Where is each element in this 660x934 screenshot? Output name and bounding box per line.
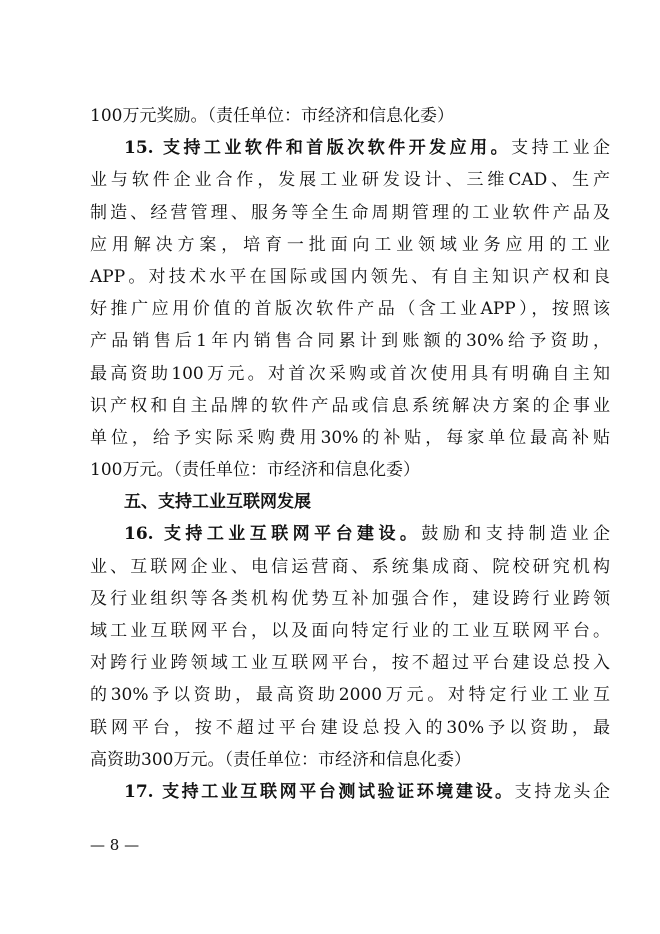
text-line: 100万元。（责任单位：市经济和信息化委） [90,460,420,481]
section-item-title: 17. 支持工业互联网平台测试验证环境建设。 [124,781,515,802]
text-line [90,776,610,808]
section-item-text: 支持龙头企 [514,781,611,802]
text-line: 高资助300万元。（责任单位：市经济和信息化委） [90,749,471,770]
text-line: 应用解决方案，培育一批面向工业领域业务应用的工业 [90,234,610,255]
section-item-title: 15. 支持工业软件和首版次软件开发应用。 [124,138,512,159]
text-line: 好推广应用价值的首版次软件产品（含工业APP），按照该 [90,299,610,320]
text-line: 及行业组织等各类机构优势互补加强合作，建设跨行业跨领 [90,588,610,609]
section-item-title: 16. 支持工业互联网平台建设。 [124,524,422,545]
page-number: — 8 — [90,836,140,854]
text-line [90,132,610,164]
text-line: 业、互联网企业、电信运营商、系统集成商、院校研究机构 [90,556,610,577]
text-line: 五、支持工业互联网发展 [124,492,311,513]
document-body [90,100,610,808]
text-line: 产品销售后1年内销售合同累计到账额的30%给予资助， [90,331,610,352]
text-line: 联网平台，按不超过平台建设总投入的30%予以资助，最 [90,717,610,738]
text-line: 100万元奖励。（责任单位：市经济和信息化委） [90,106,454,126]
text-line: 最高资助100万元。对首次采购或首次使用具有明确自主知 [90,363,610,384]
text-line: 制造、经营管理、服务等全生命周期管理的工业软件产品及 [90,202,610,223]
text-line [90,518,610,550]
text-line: APP。对技术水平在国际或国内领先、有自主知识产权和良 [90,266,610,287]
text-line: 的30%予以资助，最高资助2000万元。对特定行业工业互 [90,685,610,706]
text-line: 对跨行业跨领域工业互联网平台，按不超过平台建设总投入 [90,653,610,674]
text-line: 识产权和自主品牌的软件产品或信息系统解决方案的企事业 [90,395,610,416]
text-line: 域工业互联网平台，以及面向特定行业的工业互联网平台。 [90,621,610,641]
text-line: 单位，给予实际采购费用30%的补贴，每家单位最高补贴 [90,427,610,448]
text-line: 业与软件企业合作，发展工业研发设计、三维CAD、生产 [90,170,610,191]
section-item-text: 鼓励和支持制造业企 [421,524,610,545]
section-item-text: 支持工业企 [511,138,611,159]
